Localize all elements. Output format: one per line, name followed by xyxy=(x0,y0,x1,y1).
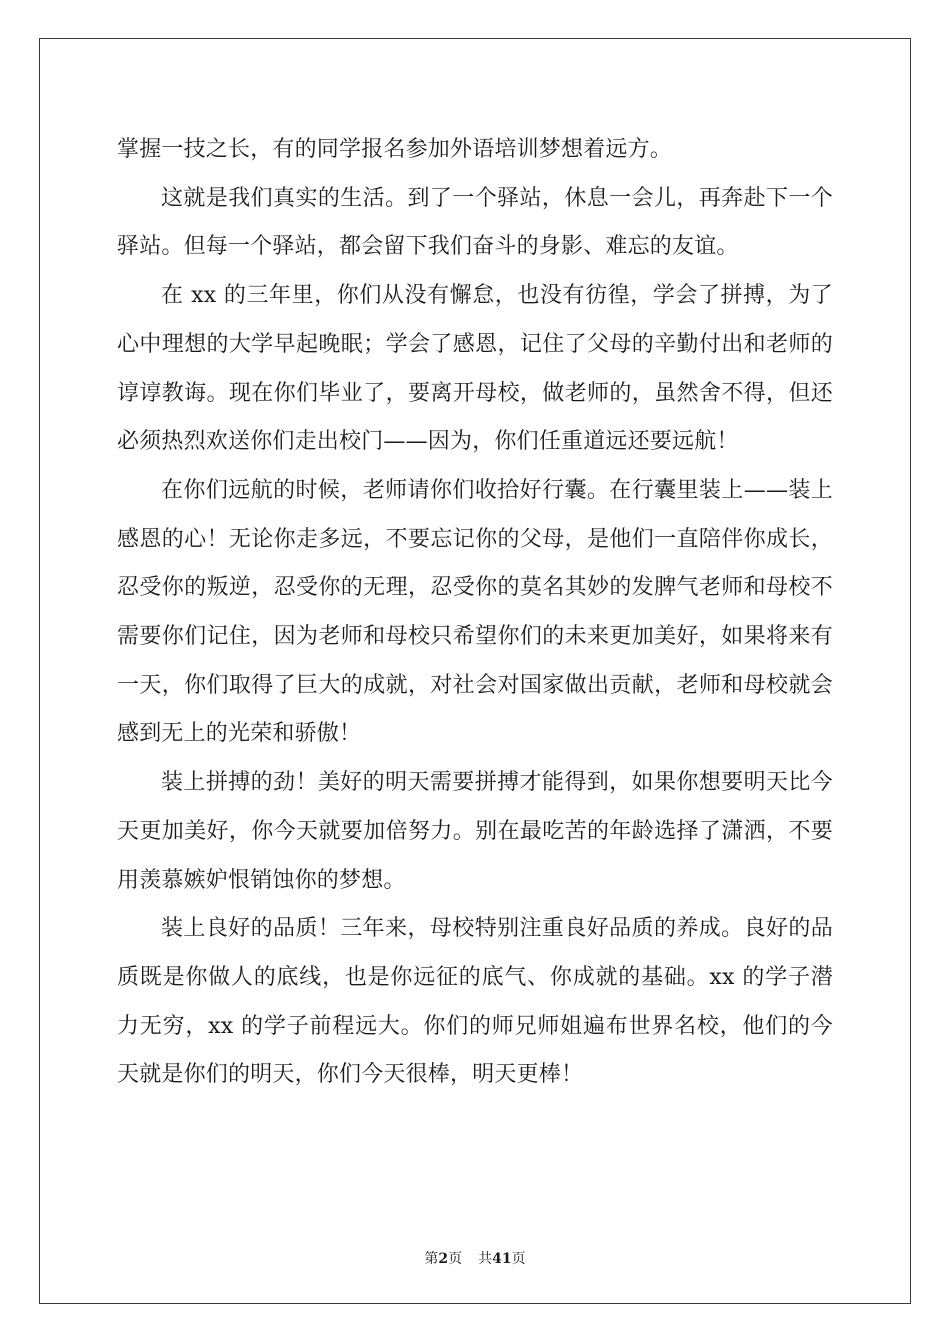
current-page-number: 2 xyxy=(438,1251,449,1267)
page-number-prefix: 第 xyxy=(424,1251,439,1267)
page-number-suffix: 页 xyxy=(448,1251,463,1267)
total-page-count: 41 xyxy=(492,1251,512,1267)
paragraph-3: 在 xx 的三年里，你们从没有懈怠，也没有彷徨，学会了拼搏，为了心中理想的大学早起晚眠；学会了感恩，记住了父母的辛勤付出和老师的谆谆教诲。现在你们毕业了，要离开母校，做老师的，虽然舍不得，但还必须热烈欢送你们走出校门——因为，你们任重道远还要远航！ xyxy=(117,283,833,455)
total-pages-prefix: 共 xyxy=(478,1251,493,1267)
document-body xyxy=(117,126,833,1100)
paragraph-2: 这就是我们真实的生活。到了一个驿站，休息一会儿，再奔赴下一个驿站。但每一个驿站，都会留下我们奋斗的身影、难忘的友谊。 xyxy=(117,185,833,260)
paragraph-6: 装上良好的品质！三年来，母校特别注重良好品质的养成。良好的品质既是你做人的底线，也是你远征的底气、你成就的基础。xx 的学子潜力无穷，xx 的学子前程远大。你们的师兄师姐遍布世界名校，他们的今天就是你们的明天，你们今天很棒，明天更棒！ xyxy=(117,916,833,1088)
paragraph-5: 装上拼搏的劲！美好的明天需要拼搏才能得到，如果你想要明天比今天更加美好，你今天就要加倍努力。别在最吃苦的年龄选择了潇洒，不要用羡慕嫉妒恨销蚀你的梦想。 xyxy=(117,770,833,893)
paragraph-1: 掌握一技之长，有的同学报名参加外语培训梦想着远方。 xyxy=(117,137,673,162)
paragraph-4: 在你们远航的时候，老师请你们收拾好行囊。在行囊里装上——装上感恩的心！无论你走多远，不要忘记你的父母，是他们一直陪伴你成长，忍受你的叛逆，忍受你的无理，忍受你的莫名其妙的发脾气老师和母校不需要你们记住，因为老师和母校只希望你们的未来更加美好，如果将来有一天，你们取得了巨大的成就，对社会对国家做出贡献，老师和母校就会感到无上的光荣和骄傲！ xyxy=(117,477,833,747)
total-pages-suffix: 页 xyxy=(511,1251,526,1267)
page-footer xyxy=(0,1248,950,1268)
